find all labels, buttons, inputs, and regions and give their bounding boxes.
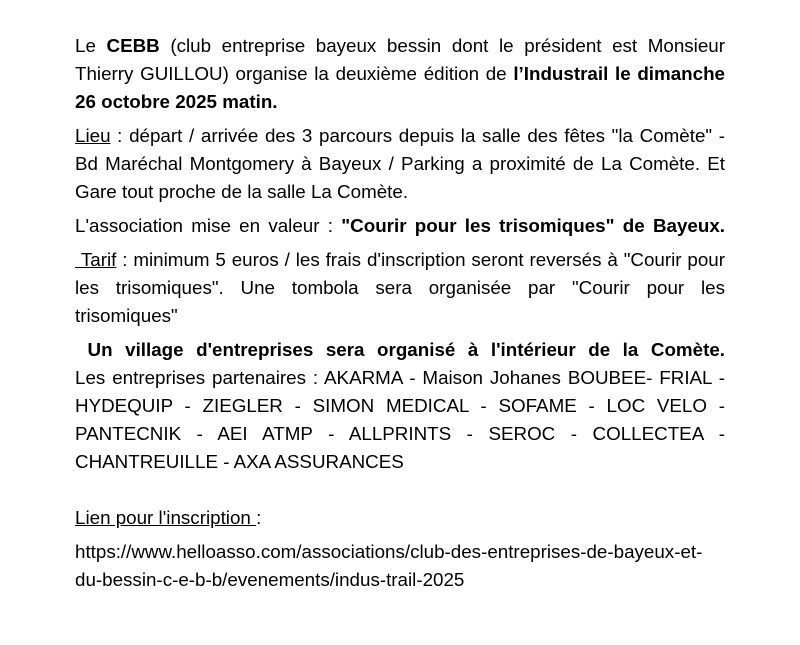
lieu-line-2 xyxy=(75,150,725,178)
intro-line-2 xyxy=(75,60,725,88)
village-partenaires-line-4 xyxy=(75,420,725,448)
lien-inscription-line-1 xyxy=(75,504,725,532)
club-acronym: CEBB xyxy=(106,35,160,56)
lieu-line-1 xyxy=(75,122,725,150)
paragraph-association xyxy=(75,212,725,240)
village-statement: Un village d'entreprises sera organisé à l'intérieur de la Comète. xyxy=(75,339,725,360)
event-date: 26 octobre 2025 matin. xyxy=(75,91,278,112)
paragraph-village-partenaires xyxy=(75,336,725,476)
paragraph-lieu xyxy=(75,122,725,206)
lieu-line-3 xyxy=(75,178,725,206)
text-run: Le xyxy=(75,35,107,56)
association-name: "Courir pour les trisomiques" de Bayeux. xyxy=(341,215,726,236)
inscription-url-part-1: https://www.helloasso.com/associations/club-des-entreprises-de-bayeux-et- xyxy=(75,541,703,562)
tarif-line-2 xyxy=(75,274,725,302)
text-run: : minimum 5 euros / les frais d'inscription seront reversés à "Courir pour xyxy=(116,249,725,270)
text-run: Gare tout proche de la salle La Comète. xyxy=(75,181,409,202)
intro-line-1 xyxy=(75,32,725,60)
text-run: L'association mise en valeur : xyxy=(75,215,342,236)
inscription-url-line-2[interactable] xyxy=(75,566,725,594)
inscription-url-line-1[interactable] xyxy=(75,538,725,566)
event-name: l’Industrail le dimanche xyxy=(513,63,726,84)
paragraph-lien-inscription xyxy=(75,504,725,532)
village-partenaires-line-5 xyxy=(75,448,725,476)
inscription-url-part-2: du-bessin-c-e-b-b/evenements/indus-trail-2025 xyxy=(75,569,465,590)
text-run: trisomiques" xyxy=(75,305,178,326)
text-run: PANTECNIK - AEI ATMP - ALLPRINTS - SEROC - COLLECTEA - xyxy=(75,423,725,444)
paragraph-intro xyxy=(75,32,725,116)
text-run: Bd Maréchal Montgomery à Bayeux / Parking a proximité de La Comète. Et xyxy=(75,153,725,174)
tarif-label: Tarif xyxy=(75,249,117,270)
text-run: : xyxy=(256,507,262,528)
tarif-line-3 xyxy=(75,302,725,330)
village-partenaires-line-1 xyxy=(75,336,725,364)
text-run: CHANTREUILLE - AXA ASSURANCES xyxy=(75,451,404,472)
text-run: HYDEQUIP - ZIEGLER - SIMON MEDICAL - SOFAME - LOC VELO - xyxy=(75,395,725,416)
association-line-1 xyxy=(75,212,725,240)
village-partenaires-line-2 xyxy=(75,364,725,392)
text-run: Les entreprises partenaires : AKARMA - Maison Johanes BOUBEE- FRIAL - xyxy=(75,367,725,388)
text-run: : départ / arrivée des 3 parcours depuis la salle des fêtes "la Comète" - xyxy=(110,125,725,146)
village-partenaires-line-3 xyxy=(75,392,725,420)
lieu-label: Lieu xyxy=(75,125,111,146)
inscription-link-label: Lien pour l'inscription xyxy=(75,507,257,528)
intro-line-3 xyxy=(75,88,725,116)
text-run: (club entreprise bayeux bessin dont le président est Monsieur xyxy=(159,35,725,56)
text-run: Thierry GUILLOU) organise la deuxième édition de xyxy=(75,63,514,84)
tarif-line-1 xyxy=(75,246,725,274)
paragraph-inscription-url xyxy=(75,538,725,594)
text-run: les trisomiques". Une tombola sera organisée par "Courir pour les xyxy=(75,277,725,298)
paragraph-tarif xyxy=(75,246,725,330)
